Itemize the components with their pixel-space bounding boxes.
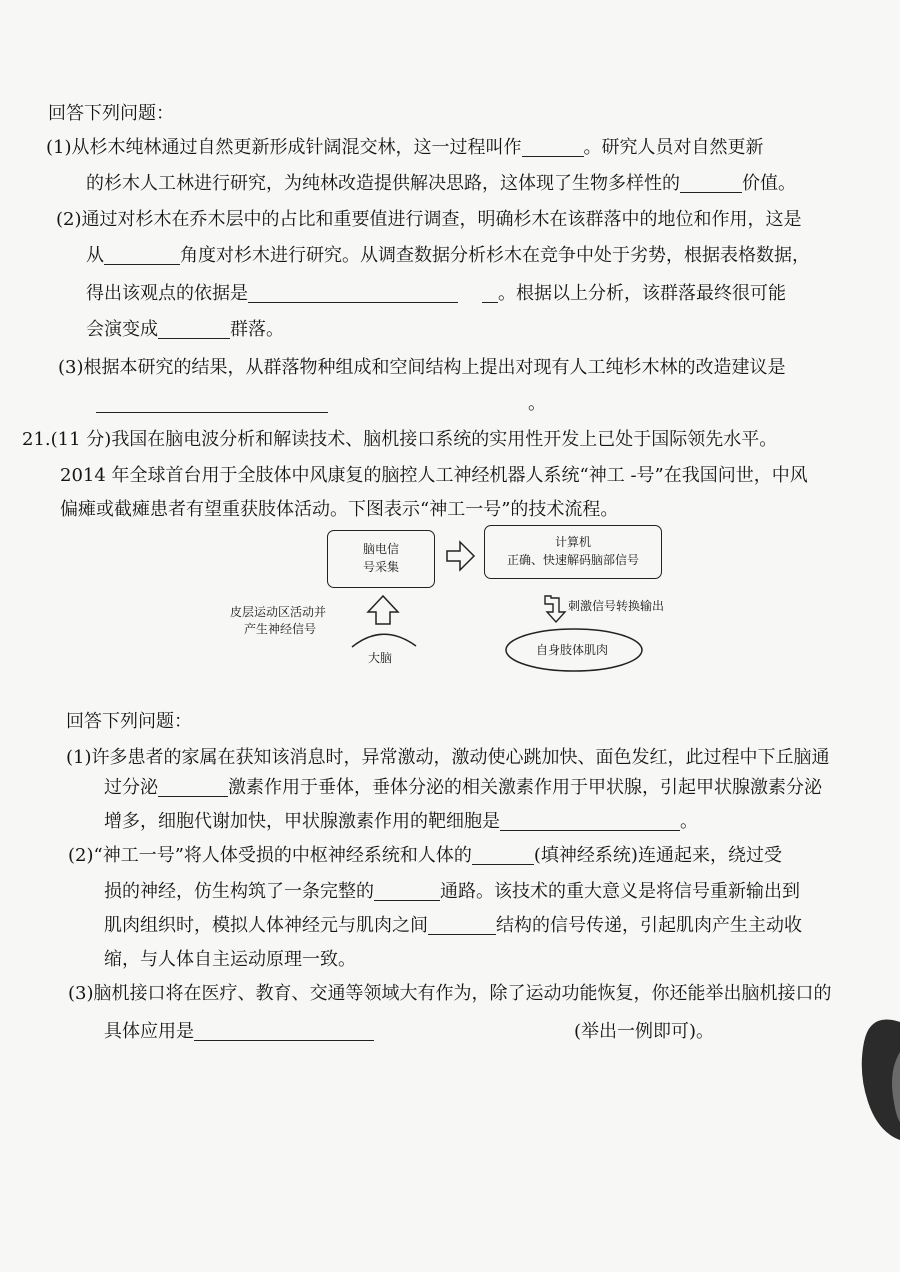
computer-decode-box — [484, 525, 662, 579]
q20-answer-intro: 回答下列问题： — [48, 103, 174, 124]
q21-part2-text: 结构的信号传递，引起肌肉产生主动收 — [496, 915, 802, 936]
q21-part3-line2 — [104, 1020, 714, 1044]
q20-part2-text: 群落。 — [230, 319, 284, 340]
q21-part1-blank-b[interactable] — [500, 812, 680, 831]
q21-part1-text: 激素作用于垂体，垂体分泌的相关激素作用于甲状腺，引起甲状腺激素分泌 — [228, 777, 822, 798]
q21-part1-label: (1) — [66, 747, 92, 768]
q21-part2-blank-c[interactable] — [428, 916, 496, 935]
q20-part1-label: (1) — [46, 137, 72, 158]
q21-score: (11 分) — [50, 429, 112, 450]
q21-part2-line3 — [104, 914, 802, 938]
q21-part1-text: 许多患者的家属在获知该消息时，异常激动，激动使心跳加快、面色发红，此过程中下丘脑通 — [91, 747, 830, 768]
q20-part2-text: 通过对杉木在乔木层中的占比和重要值进行调查，明确杉木在该群落中的地位和作用，这是 — [81, 209, 802, 230]
q20-part1-text: 的杉木人工林进行研究，为纯林改造提供解决思路，这体现了生物多样性的 — [86, 173, 680, 194]
bent-arrow-icon — [545, 596, 565, 622]
q21-part3-text: (举出一例即可)。 — [574, 1021, 715, 1042]
q21-part1-line1 — [66, 746, 830, 770]
q21-part1-line3 — [104, 810, 698, 834]
box-label: 计算机 — [554, 535, 591, 549]
q20-part2-text: 。根据以上分析，该群落最终很可能 — [498, 283, 786, 304]
q21-part3-text: 具体应用是 — [104, 1021, 194, 1042]
q20-part2-text: 角度对杉木进行研究。从调查数据分析杉木在竞争中处于劣势，根据表格数据， — [180, 245, 810, 266]
q20-part1-text: 。研究人员对自然更新 — [583, 137, 764, 158]
q20-part2-text: 从 — [86, 245, 104, 266]
q21-number: 21. — [22, 429, 51, 450]
ink-blot-smudge — [840, 1012, 900, 1142]
q21-part2-text: 通路。该技术的重大意义是将信号重新输出到 — [440, 881, 800, 902]
q21-part2-blank-a[interactable] — [472, 846, 534, 865]
q21-part3-label: (3) — [68, 983, 94, 1004]
q21-answer-intro: 回答下列问题： — [66, 711, 192, 732]
q21-part2-line2 — [104, 880, 800, 904]
box-label: 脑电信 — [362, 542, 399, 556]
q20-part3-label: (3) — [58, 357, 84, 378]
output-label: 刺激信号转换输出 — [568, 599, 665, 613]
q21-part2-text: 肌肉组织时，模拟人体神经元与肌肉之间 — [104, 915, 428, 936]
right-arrow-icon — [447, 542, 474, 570]
q21-part2-text: 损的神经，仿生构筑了一条完整的 — [104, 881, 374, 902]
q21-part3-line1 — [68, 982, 832, 1006]
q21-part2-line4: 缩，与人体自主运动原理一致。 — [104, 949, 356, 970]
q21-part3-text: 脑机接口将在医疗、教育、交通等领域大有作为，除了运动功能恢复，你还能举出脑机接口的 — [93, 983, 832, 1004]
q21-stem-text: 我国在脑电波分析和解读技术、脑机接口系统的实用性开发上已处于国际领先水平。 — [111, 429, 778, 450]
q21-part2-blank-b[interactable] — [374, 882, 440, 901]
q21-part2-line1 — [68, 844, 782, 868]
box-label: 号采集 — [362, 560, 399, 574]
signal-acquisition-box — [327, 530, 435, 588]
q21-part1-text: 。 — [680, 811, 698, 832]
q21-part2-label: (2) — [68, 845, 94, 866]
brain-label: 大脑 — [368, 651, 393, 665]
q21-stem-line2: 2014 年全球首台用于全肢体中风康复的脑控人工神经机器人系统“神工 -号”在我国问世，中风 — [60, 465, 808, 486]
q20-part3-end: 。 — [528, 393, 546, 414]
q21-part1-text: 过分泌 — [104, 777, 158, 798]
muscle-label: 自身肢体肌肉 — [536, 643, 609, 657]
q20-part3-text: 根据本研究的结果，从群落物种组成和空间结构上提出对现有人工纯杉木林的改造建议是 — [83, 357, 786, 378]
q20-part2-label: (2) — [56, 209, 82, 230]
q21-part1-text: 增多，细胞代谢加快，甲状腺激素作用的靶细胞是 — [104, 811, 500, 832]
q21-part1-blank-a[interactable] — [158, 778, 228, 797]
q20-part2-text: 会演变成 — [86, 319, 158, 340]
box-label: 正确、快速解码脑部信号 — [506, 553, 639, 567]
q20-part1-text: 价值。 — [742, 173, 796, 194]
cortex-label-1: 皮层运动区活动并 — [230, 605, 327, 619]
up-arrow-icon — [368, 596, 398, 624]
q21-part2-text: (填神经系统)连通起来，绕过受 — [533, 845, 782, 866]
q20-part1-text: 从杉木纯林通过自然更新形成针阔混交林，这一过程叫作 — [71, 137, 522, 158]
brain-arc — [352, 634, 416, 647]
q21-part3-blank[interactable] — [194, 1022, 374, 1041]
cortex-label-2: 产生神经信号 — [244, 622, 317, 636]
q21-part2-text: “神工一号”将人体受损的中枢神经系统和人体的 — [93, 845, 472, 866]
q20-part2-text: 得出该观点的依据是 — [86, 283, 248, 304]
q21-stem-line3: 偏瘫或截瘫患者有望重获肢体活动。下图表示“神工一号”的技术流程。 — [60, 499, 619, 520]
q21-part1-line2 — [104, 776, 822, 800]
